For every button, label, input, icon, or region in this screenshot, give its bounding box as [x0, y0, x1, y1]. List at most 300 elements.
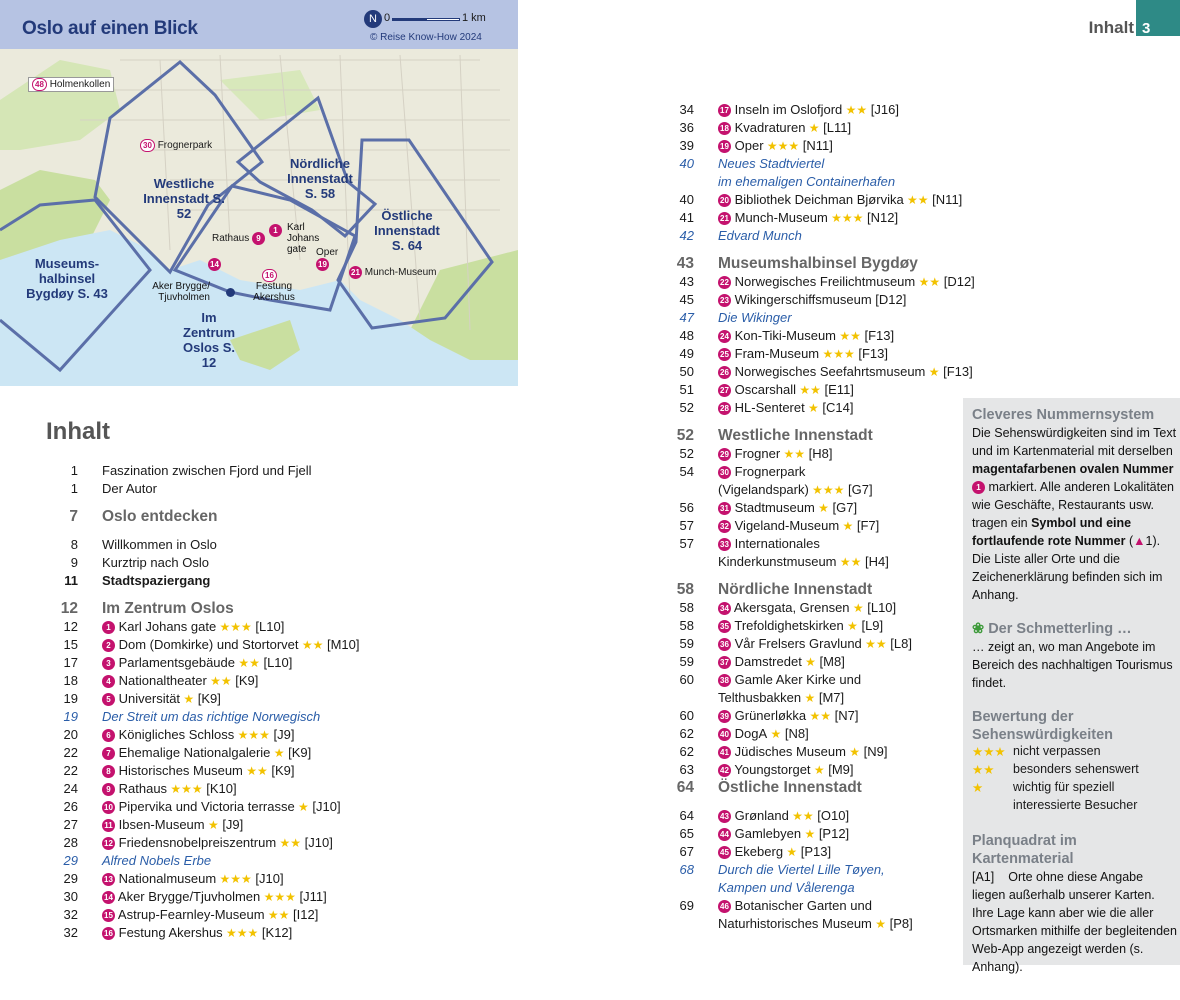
toc-section-heading[interactable] — [662, 427, 962, 445]
toc-entry-label: (Vigelandspark) — [718, 482, 809, 497]
toc-entry-label: Nationalmuseum — [118, 871, 217, 886]
toc-entry[interactable] — [46, 798, 486, 816]
toc-entry[interactable] — [662, 553, 962, 571]
toc-entry-text — [718, 653, 845, 671]
toc-entry-text — [718, 825, 849, 843]
sight-number-badge: 33 — [718, 538, 731, 551]
grid-reference: [M9] — [824, 762, 854, 777]
toc-entry-text — [718, 273, 975, 291]
toc-entry-label: Oslo entdecken — [102, 508, 218, 525]
toc-entry[interactable] — [662, 707, 962, 725]
star-rating: ★ — [839, 519, 854, 533]
rating-meaning: wichtig für speziell — [1013, 780, 1115, 794]
toc-entry[interactable] — [662, 191, 962, 209]
toc-entry[interactable] — [662, 653, 962, 671]
toc-entry-label: Vår Frelsers Gravlund — [734, 636, 862, 651]
toc-entry-label: Gamle Aker Kirke und — [734, 672, 862, 687]
toc-entry[interactable] — [662, 617, 962, 635]
toc-page-number: 1 — [70, 463, 78, 478]
toc-entry[interactable] — [662, 897, 962, 915]
sight-number-badge: 41 — [718, 746, 731, 759]
marker-number: 1 — [269, 224, 282, 237]
toc-page-number: 39 — [679, 138, 694, 153]
toc-entry-label: Bibliothek Deichman Bjørvika — [734, 192, 904, 207]
sight-number-badge: 15 — [102, 909, 115, 922]
toc-entry-text — [718, 517, 879, 535]
toc-spacer — [46, 526, 486, 536]
toc-entry[interactable] — [46, 536, 486, 554]
sight-number-badge: 9 — [102, 783, 115, 796]
grid-reference: [J11] — [295, 889, 327, 904]
sight-number-badge: 24 — [718, 330, 731, 343]
toc-page-number: 19 — [63, 691, 78, 706]
toc-entry[interactable] — [46, 870, 486, 888]
toc-page-number: 64 — [679, 808, 694, 823]
grid-key: [A1] — [972, 870, 995, 884]
toc-entry[interactable] — [46, 462, 486, 480]
butterfly-icon: ❀ — [972, 621, 985, 637]
toc-entry-text — [718, 915, 913, 933]
star-rating: ★ — [180, 692, 195, 706]
toc-page-number: 43 — [679, 274, 694, 289]
sight-number-badge: 37 — [718, 656, 731, 669]
toc-entry-text — [718, 101, 899, 119]
star-rating: ★★ — [242, 764, 268, 778]
sight-number-badge: 18 — [718, 122, 731, 135]
district-museumshalbinsel[interactable]: Museums-halbinsel Bygdøy S. 43 — [26, 256, 108, 301]
star-rating: ★★ — [836, 329, 861, 343]
star-rating: ★★ — [264, 908, 290, 922]
grid-reference: [M8] — [815, 654, 845, 669]
toc-entry[interactable] — [662, 399, 962, 417]
toc-page-number: 27 — [63, 817, 78, 832]
toc-entry-label: Frognerpark — [734, 464, 806, 479]
toc-entry-text — [718, 155, 824, 173]
marker-number: 19 — [316, 258, 329, 271]
toc-entry[interactable] — [46, 554, 486, 572]
toc-entry[interactable] — [662, 381, 962, 399]
star-rating: ★★★ — [260, 890, 296, 904]
toc-entry[interactable] — [46, 888, 486, 906]
toc-page-number: 59 — [679, 654, 694, 669]
star-rating: ★★★ — [234, 728, 270, 742]
star-rating: ★★★ — [167, 782, 203, 796]
center-dot — [226, 288, 235, 297]
sight-number-badge: 2 — [102, 639, 115, 652]
toc-entry[interactable] — [662, 807, 962, 825]
toc-entry-label: DogA — [734, 726, 768, 741]
toc-feature-entry[interactable] — [662, 173, 962, 191]
toc-page-number: 52 — [676, 427, 694, 444]
toc-entry-label: Vigeland-Museum — [734, 518, 840, 533]
grid-reference: [G7] — [828, 500, 858, 515]
toc-page-number: 41 — [679, 210, 694, 225]
toc-section-heading[interactable] — [662, 779, 962, 797]
marker-holmenkollen[interactable] — [28, 74, 114, 92]
sight-number-badge: 10 — [102, 801, 115, 814]
sidebar-text: ). Die Liste aller Orte und die Zeichenerklärung befinden sich im Anhang. — [972, 534, 1163, 602]
toc-entry-label: Munch-Museum — [734, 210, 828, 225]
toc-page-number: 28 — [63, 835, 78, 850]
toc-entry-text — [718, 879, 855, 897]
toc-entry[interactable] — [662, 599, 962, 617]
toc-entry-text — [718, 779, 862, 797]
toc-entry[interactable] — [46, 572, 486, 590]
toc-page-number: 1 — [70, 481, 78, 496]
toc-page-number: 11 — [64, 573, 78, 588]
toc-entry[interactable] — [662, 499, 962, 517]
star-rating: ★ — [783, 845, 798, 859]
marker-label: Holmenkollen — [49, 79, 111, 90]
toc-entry[interactable] — [662, 327, 962, 345]
toc-entry-label: Durch die Viertel Lille Tøyen, — [718, 862, 885, 877]
grid-reference: [P8] — [885, 916, 913, 931]
star-rating: ★★ — [806, 709, 832, 723]
toc-entry[interactable] — [662, 915, 962, 933]
toc-page-number: 57 — [679, 518, 694, 533]
toc-feature-entry[interactable] — [662, 879, 962, 897]
star-rating: ★ — [843, 619, 858, 633]
toc-entry-label: Friedensnobelpreiszentrum — [118, 835, 277, 850]
toc-entry[interactable] — [662, 119, 962, 137]
toc-entry-label: Parlamentsgebäude — [118, 655, 235, 670]
grid-reference: [L10] — [259, 655, 293, 670]
rating-legend — [963, 744, 1180, 816]
toc-page-number: 12 — [60, 600, 78, 617]
sight-number-badge: 25 — [718, 348, 731, 361]
grid-reference: [K9] — [231, 673, 259, 688]
toc-entry[interactable] — [46, 672, 486, 690]
toc-page-number: 30 — [63, 889, 78, 904]
toc-entry-text — [102, 636, 360, 654]
sight-number-badge: 34 — [718, 602, 731, 615]
toc-entry[interactable] — [46, 906, 486, 924]
marker-oper[interactable] — [316, 247, 338, 271]
sight-number-badge: 3 — [102, 657, 115, 670]
map-copyright: © Reise Know-How 2024 — [370, 32, 482, 43]
star-rating: ★★★ — [827, 211, 864, 225]
toc-entry[interactable] — [662, 101, 962, 119]
toc-page-number: 17 — [63, 655, 78, 670]
example-marker: 1 — [972, 481, 985, 494]
toc-entry[interactable] — [46, 726, 486, 744]
toc-entry-label: Wikingerschiffsmuseum — [734, 292, 872, 307]
toc-entry-label: Museumshalbinsel Bygdøy — [718, 255, 918, 272]
toc-entry-text — [718, 445, 832, 463]
toc-entry[interactable] — [662, 535, 962, 553]
toc-left-column — [46, 462, 486, 942]
toc-entry[interactable] — [662, 689, 962, 707]
toc-entry[interactable] — [46, 816, 486, 834]
toc-entry-label: Dom (Domkirke) und Stortorvet — [118, 637, 299, 652]
toc-entry[interactable] — [662, 291, 962, 309]
toc-feature-entry[interactable] — [46, 708, 486, 726]
toc-entry[interactable] — [46, 636, 486, 654]
district-noerdliche[interactable]: Nördliche Innenstadt S. 58 — [287, 156, 353, 201]
grid-reference: [L9] — [857, 618, 884, 633]
toc-spacer — [46, 498, 486, 508]
toc-entry[interactable] — [662, 743, 962, 761]
toc-entry[interactable] — [662, 517, 962, 535]
star-rating: ★ — [767, 727, 782, 741]
scale-end: 1 km — [462, 12, 486, 24]
toc-entry-text — [102, 834, 333, 852]
marker-number: 21 — [349, 266, 362, 279]
toc-page-number: 67 — [679, 844, 694, 859]
toc-entry-text — [718, 671, 861, 689]
toc-entry-label: Neues Stadtviertel — [718, 156, 825, 171]
toc-page-number: 12 — [63, 619, 78, 634]
grid-reference: [H8] — [805, 446, 833, 461]
marker-munch[interactable] — [349, 266, 436, 279]
sight-number-badge: 29 — [718, 448, 731, 461]
toc-entry[interactable] — [46, 780, 486, 798]
toc-entry-text — [718, 535, 820, 553]
grid-reference: [F13] — [860, 328, 895, 343]
toc-entry-label: Inseln im Oslofjord — [734, 102, 843, 117]
toc-entry-text — [102, 906, 318, 924]
toc-entry-label: Königliches Schloss — [118, 727, 235, 742]
toc-entry-text — [718, 897, 872, 915]
compass-icon: N — [364, 10, 382, 28]
grid-reference: [L10] — [863, 600, 897, 615]
toc-entry[interactable] — [662, 761, 962, 779]
toc-entry-text — [718, 309, 792, 327]
star-rating: ★ — [805, 121, 820, 135]
marker-label: Frognerpark — [157, 140, 213, 152]
toc-entry-label: Fram-Museum — [734, 346, 820, 361]
toc-page-number: 32 — [63, 907, 78, 922]
toc-entry-text — [718, 209, 898, 227]
marker-label: Munch-Museum — [364, 267, 437, 279]
toc-title: Inhalt — [46, 418, 110, 445]
star-rating: ★★★ — [216, 872, 252, 886]
marker-aker-brygge[interactable] — [208, 256, 221, 274]
toc-entry-label: Universität — [118, 691, 181, 706]
toc-entry[interactable] — [662, 671, 962, 689]
sidebar-heading-grid: Planquadrat im Kartenmaterial — [972, 833, 1077, 867]
grid-reference: [F7] — [853, 518, 880, 533]
marker-karl-johans[interactable] — [269, 222, 320, 255]
toc-entry-text — [102, 780, 237, 798]
toc-entry-label: Der Autor — [102, 481, 157, 496]
star-rating: ★★ — [234, 656, 260, 670]
toc-entry-label: Oscarshall — [734, 382, 797, 397]
district-westliche[interactable]: Westliche Innenstadt S. 52 — [143, 176, 225, 221]
star-rating: ★ — [801, 655, 816, 669]
toc-entry-text — [718, 725, 809, 743]
toc-section-heading[interactable] — [662, 255, 962, 273]
sight-number-badge: 38 — [718, 674, 731, 687]
toc-entry[interactable] — [662, 273, 975, 291]
sight-number-badge: 6 — [102, 729, 115, 742]
toc-entry-label: Nördliche Innenstadt — [718, 581, 873, 598]
toc-spacer — [46, 590, 486, 600]
toc-entry-label: Der Streit um das richtige Norwegisch — [102, 709, 321, 724]
toc-entry[interactable] — [662, 843, 962, 861]
toc-entry[interactable] — [662, 463, 962, 481]
toc-entry-text — [718, 137, 833, 155]
toc-page-number: 51 — [679, 382, 694, 397]
toc-entry-text — [718, 327, 894, 345]
toc-page-number: 34 — [679, 102, 694, 117]
district-zentrum[interactable]: Im Zentrum Oslos S. 12 — [182, 310, 236, 370]
toc-entry[interactable] — [662, 363, 973, 381]
toc-entry-text — [102, 798, 341, 816]
grid-reference: [K12] — [258, 925, 293, 940]
toc-page-number: 49 — [679, 346, 694, 361]
toc-feature-entry[interactable] — [46, 852, 486, 870]
toc-entry-text — [718, 363, 973, 381]
toc-page-number: 58 — [679, 618, 694, 633]
toc-page-number: 52 — [679, 446, 694, 461]
marker-frognerpark[interactable] — [140, 139, 212, 152]
overview-map[interactable] — [0, 0, 518, 386]
toc-entry-label: Grünerløkka — [734, 708, 807, 723]
grid-reference: [G7] — [844, 482, 873, 497]
toc-feature-entry[interactable] — [662, 155, 962, 173]
grid-reference: [E11] — [820, 382, 854, 397]
star-rating: ★★ — [206, 674, 232, 688]
toc-entry-label: Im Zentrum Oslos — [102, 600, 234, 617]
grid-reference: [F13] — [854, 346, 888, 361]
star-rating: ★★ — [836, 555, 862, 569]
map-graphic — [0, 0, 518, 386]
toc-feature-entry[interactable] — [662, 309, 962, 327]
sight-number-badge: 20 — [718, 194, 731, 207]
toc-page-number: 42 — [679, 228, 694, 243]
grid-reference: [H4] — [861, 554, 889, 569]
toc-section-heading[interactable] — [662, 581, 962, 599]
toc-entry-label: Edvard Munch — [718, 228, 802, 243]
toc-spacer — [662, 571, 962, 581]
toc-entry-label: Westliche Innenstadt — [718, 427, 873, 444]
toc-entry-label: im ehemaligen Containerhafen — [718, 174, 896, 189]
toc-entry-label: Kvadraturen — [734, 120, 806, 135]
sidebar-text-bold: Symbol und eine fortlaufende rote Nummer — [972, 516, 1132, 548]
star-icon: ★★ — [972, 763, 995, 777]
star-rating: ★ — [804, 401, 819, 415]
toc-entry-label: Akersgata, Grensen — [733, 600, 850, 615]
toc-page-number: 62 — [679, 726, 694, 741]
sight-number-badge: 14 — [102, 891, 115, 904]
toc-section-heading[interactable] — [46, 508, 486, 526]
toc-entry[interactable] — [46, 834, 486, 852]
toc-entry-text — [718, 255, 918, 273]
toc-entry-text — [102, 572, 210, 590]
sight-number-badge: 13 — [102, 873, 115, 886]
sidebar-heading-numbering: Cleveres Nummernsystem — [972, 407, 1155, 423]
grid-reference: [P13] — [797, 844, 832, 859]
toc-entry-text — [102, 654, 292, 672]
toc-entry[interactable] — [46, 690, 486, 708]
grid-reference: [N12] — [863, 210, 899, 225]
toc-entry-label: Astrup-Fearnley-Museum — [117, 907, 265, 922]
toc-feature-entry[interactable] — [662, 227, 962, 245]
district-oestliche[interactable]: Östliche Innenstadt S. 64 — [374, 208, 440, 253]
rating-row — [972, 762, 1180, 780]
toc-entry-text — [718, 843, 831, 861]
toc-page-number: 19 — [63, 709, 78, 724]
sight-number-badge: 44 — [718, 828, 731, 841]
sight-number-badge: 7 — [102, 747, 115, 760]
sight-number-badge: 5 — [102, 693, 115, 706]
star-rating: ★ — [294, 800, 309, 814]
star-rating: ★★★ — [216, 620, 252, 634]
sight-number-badge: 46 — [718, 900, 731, 913]
scale-start: 0 — [384, 12, 391, 24]
toc-entry[interactable] — [662, 825, 962, 843]
toc-page-number: 18 — [63, 673, 78, 688]
toc-entry[interactable] — [46, 744, 486, 762]
toc-entry-text — [102, 924, 292, 942]
toc-entry[interactable] — [46, 618, 486, 636]
grid-reference: [K9] — [267, 763, 295, 778]
toc-entry[interactable] — [662, 481, 962, 499]
marker-label: Oper — [316, 247, 339, 258]
toc-entry[interactable] — [662, 345, 962, 363]
grid-reference: [N11] — [799, 138, 833, 153]
marker-number: 16 — [262, 269, 277, 282]
toc-entry[interactable] — [46, 480, 486, 498]
sight-number-badge: 19 — [718, 140, 731, 153]
toc-entry-text — [718, 581, 872, 599]
toc-section-heading[interactable] — [46, 600, 486, 618]
toc-feature-entry[interactable] — [662, 861, 962, 879]
sight-number-badge: 42 — [718, 764, 731, 777]
toc-page-number: 32 — [63, 925, 78, 940]
toc-page-number: 48 — [679, 328, 694, 343]
toc-entry-text — [102, 536, 217, 554]
toc-entry[interactable] — [662, 725, 962, 743]
rating-meaning: interessierte Besucher — [1013, 798, 1138, 812]
sidebar-heading-butterfly — [972, 620, 1180, 638]
star-icon: ★★★ — [972, 745, 1006, 759]
toc-entry-text — [718, 635, 912, 653]
toc-page-number: 22 — [63, 745, 78, 760]
sight-number-badge: 36 — [718, 638, 731, 651]
sight-number-badge: 11 — [102, 819, 115, 832]
toc-entry-text — [718, 743, 887, 761]
toc-entry[interactable] — [662, 209, 962, 227]
toc-page-number: 54 — [679, 464, 694, 479]
marker-rathaus[interactable] — [212, 232, 265, 245]
sight-number-badge: 26 — [718, 366, 731, 379]
grid-reference: [M10] — [323, 637, 360, 652]
toc-entry[interactable] — [662, 445, 962, 463]
toc-entry-label: Telthusbakken — [718, 690, 802, 705]
toc-entry-label: Trefoldighetskirken — [734, 618, 844, 633]
sight-number-badge: 8 — [102, 765, 115, 778]
sidebar-text-bold: magentafarbenen ovalen Nummer — [972, 462, 1174, 476]
toc-entry-label: Kon-Tiki-Museum — [734, 328, 836, 343]
toc-entry-text — [718, 381, 854, 399]
star-rating: ★ — [270, 746, 285, 760]
toc-entry-label: Rathaus — [118, 781, 168, 796]
toc-entry[interactable] — [662, 137, 962, 155]
toc-page-number: 40 — [679, 192, 694, 207]
scale-bar — [392, 18, 460, 21]
toc-page-number: 60 — [679, 672, 694, 687]
toc-entry[interactable] — [46, 924, 486, 942]
toc-page-number: 43 — [676, 255, 694, 272]
toc-right-column — [662, 101, 975, 933]
toc-entry[interactable] — [46, 654, 486, 672]
toc-entry[interactable] — [662, 635, 962, 653]
toc-page-number: 9 — [70, 555, 78, 570]
toc-entry-label: Östliche Innenstadt — [718, 779, 862, 796]
toc-entry[interactable] — [46, 762, 486, 780]
